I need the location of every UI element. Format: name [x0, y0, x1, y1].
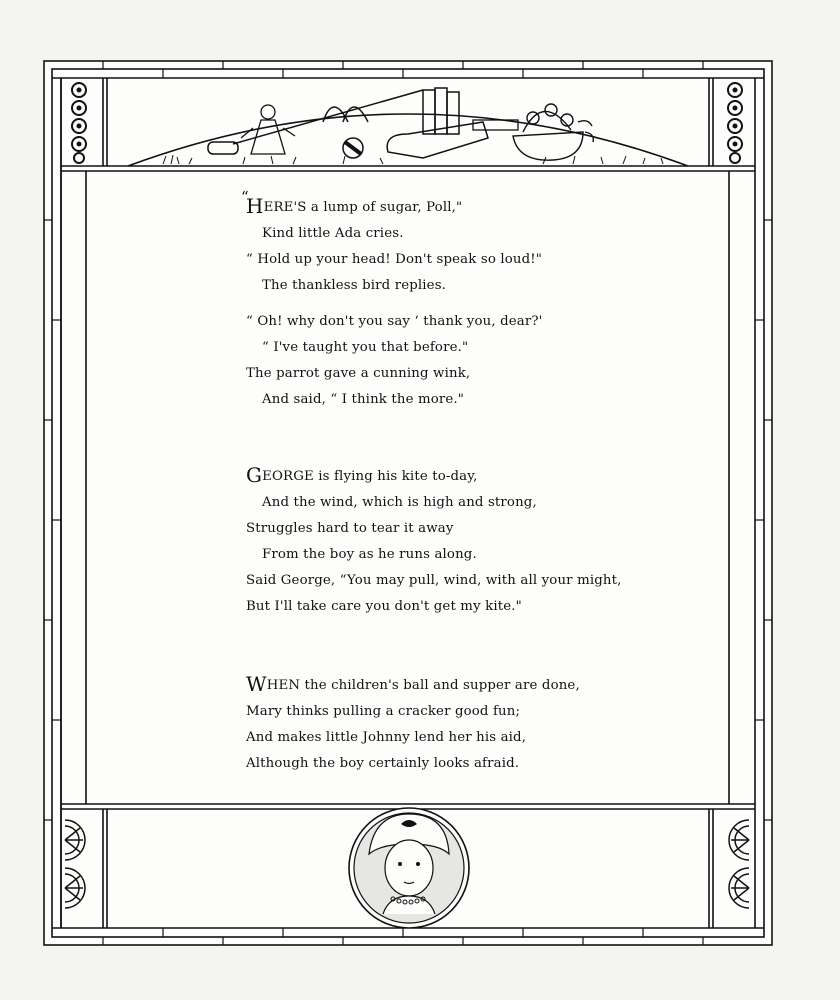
drop-cap: G	[246, 463, 263, 487]
verse-line: Although the boy certainly looks afraid.	[246, 756, 520, 771]
girl-in-bonnet-portrait	[339, 804, 479, 928]
verse-line: The parrot gave a cunning wink,	[246, 366, 471, 381]
verse-line: And the wind, which is high and strong,	[262, 495, 537, 510]
verse-line	[246, 465, 478, 485]
verse-line: “ Hold up your head! Don't speak so loud!"	[246, 252, 543, 267]
verse-line: And makes little Johnny lend her his aid,	[246, 730, 527, 745]
verse-line: Struggles hard to tear it away	[246, 521, 454, 536]
toys-still-life-illustration	[123, 82, 693, 166]
verse-line	[241, 188, 463, 218]
verse-line: Kind little Ada cries.	[262, 226, 404, 241]
verse-text: HEN the children's ball and supper are done,	[266, 678, 580, 693]
drop-cap: H	[246, 194, 264, 218]
verse-line: And said, “ I think the more."	[262, 392, 465, 407]
verse-line: “ Oh! why don't you say ‘ thank you, dear?'	[246, 314, 543, 329]
opening-quote: “	[241, 188, 249, 206]
verse-line: Mary thinks pulling a cracker good fun;	[246, 704, 521, 719]
verse-line: But I'll take care you don't get my kite."	[246, 599, 522, 614]
verse-line: “ I've taught you that before."	[262, 340, 469, 355]
verse-text: ERE'S a lump of sugar, Poll,"	[263, 200, 463, 215]
verse-text: EORGE is flying his kite to-day,	[262, 469, 478, 484]
verse-line: From the boy as he runs along.	[262, 547, 477, 562]
verse-line: Said George, “You may pull, wind, with all your might,	[246, 573, 622, 588]
verse-line: The thankless bird replies.	[262, 278, 447, 293]
drop-cap: W	[246, 672, 267, 696]
verse-line	[246, 674, 580, 694]
